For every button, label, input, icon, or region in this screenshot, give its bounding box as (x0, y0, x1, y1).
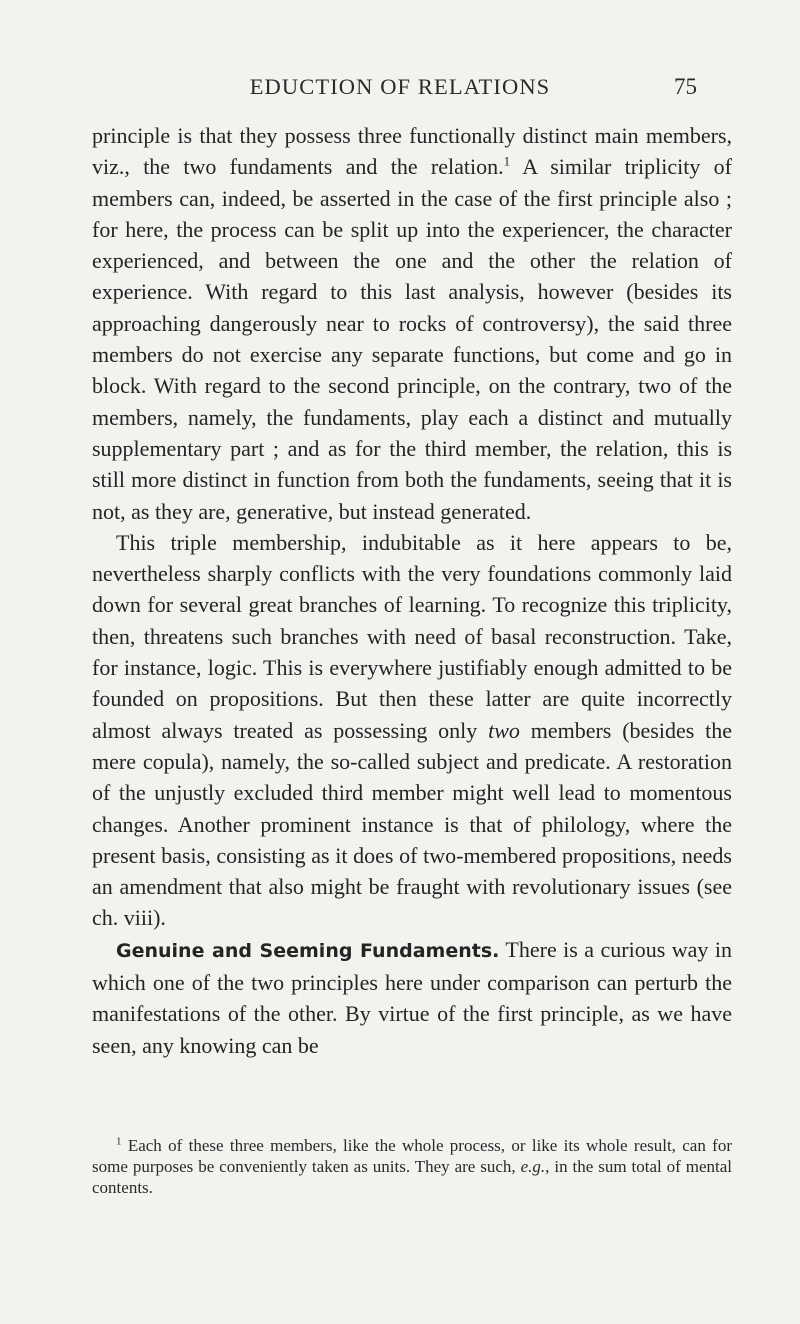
running-title: EDUCTION OF RELATIONS (249, 74, 551, 99)
footnote-marker: 1 (116, 1135, 122, 1148)
section-heading: Genuine and Seeming Fundaments. (116, 939, 500, 962)
paragraph-2 (92, 527, 732, 934)
paragraph-1 (92, 120, 732, 527)
body-text (92, 120, 732, 1061)
footnote-emphasis: e.g. (520, 1157, 546, 1176)
footnote-text-b: , in the sum total of mental contents. (92, 1157, 733, 1197)
page-number: 75 (674, 74, 697, 99)
page-header (0, 74, 800, 114)
footnote-reference: 1 (503, 153, 511, 169)
footnote (92, 1135, 732, 1198)
paragraph-3 (92, 934, 732, 1061)
paragraph-3-text: There is a curious way in which one of the two principles here under comparison can perturb the manifestations of the other. By virtue of the first principle, as we have seen, any knowing can be (92, 936, 732, 1058)
paragraph-1-text-b: A similar triplicity of members can, indeed, be asserted in the case of the first principle also ; for here, the process can be split up into the experiencer, the character experienced, and between the one and the other the relation of experience. With regard to this last analysis, however (besides its approaching dangerously near to rocks of controversy), the said three members do not exercise any separate functions, but come and go in block. With regard to the second principle, on the contrary, two of the members, namely, the fundaments, play each a distinct and mutually supplementary part ; and as for the third member, the relation, this is still more distinct in function from both the fundaments, seeing that it is not, as they are, generative, but instead generated. (92, 154, 733, 524)
footnote-text-a: Each of these three members, like the whole process, or like its whole result, can for some purposes be conveniently taken as units. They are such, (92, 1136, 732, 1176)
paragraph-2-text-b: members (besides the mere copula), namely, the so-called subject and predicate. A restoration of the unjustly excluded third member might well lead to momentous changes. Another prominent instance is that of philology, where the present basis, consisting as it does of two-membered propositions, needs an amendment that also might be fraught with revolutionary issues (see ch. viii). (92, 717, 732, 931)
paragraph-2-emphasis: two (488, 717, 520, 743)
paragraph-1-text-a: principle is that they possess three functionally distinct main members, viz., the two fundaments and the relation. (92, 123, 732, 180)
paragraph-2-text-a: This triple membership, indubitable as it here appears to be, nevertheless sharply conflicts with the very foundations commonly laid down for several great branches of learning. To recognize this triplicity, then, threatens such branches with need of basal reconstruction. Take, for instance, logic. This is everywhere justifiably enough admitted to be founded on propositions. But then these latter are quite incorrectly almost always treated as possessing only (92, 529, 732, 743)
